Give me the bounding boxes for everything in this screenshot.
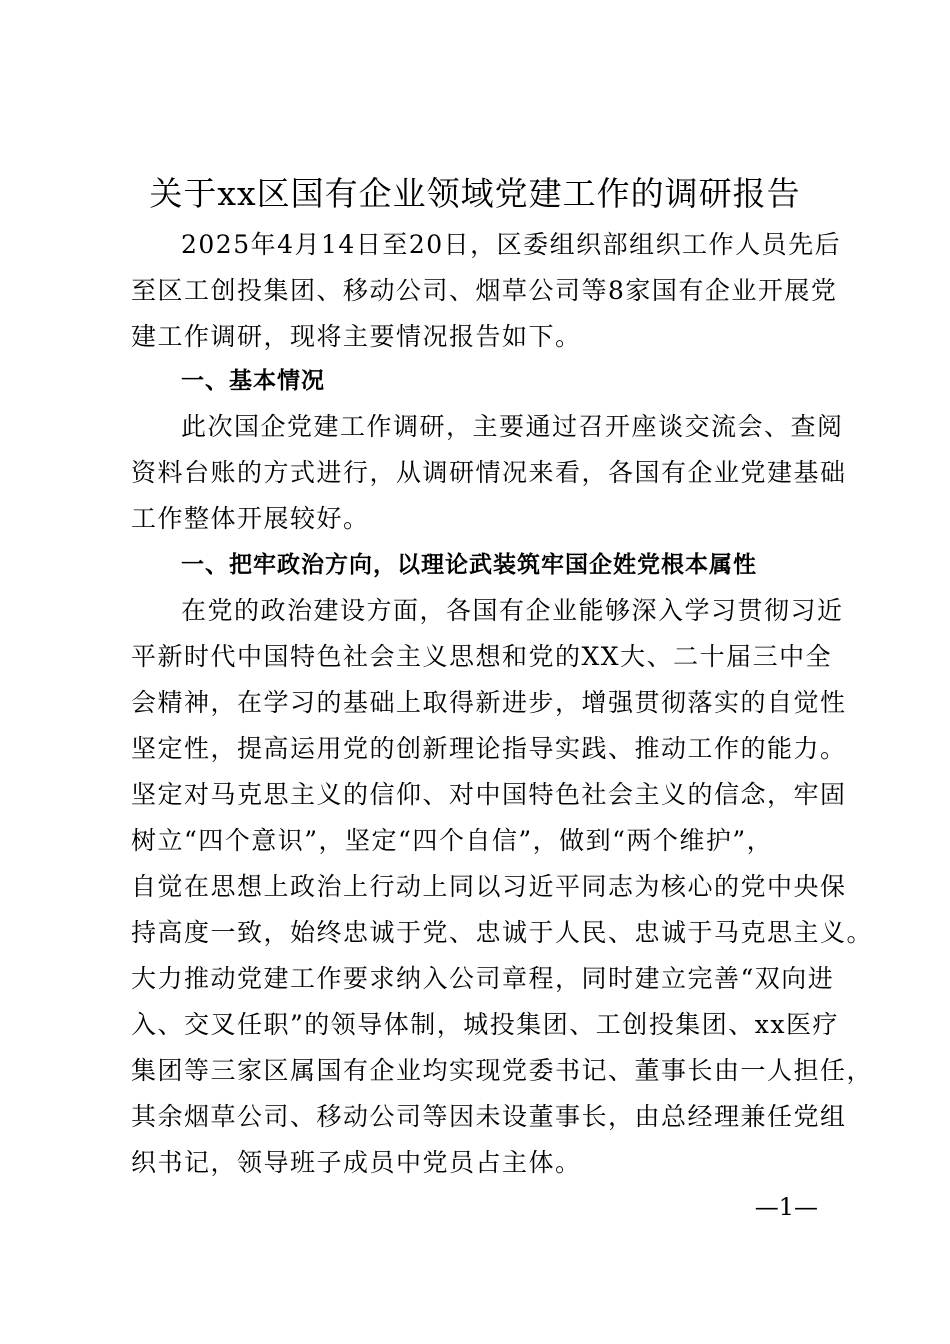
paragraph-line: 坚定对马克思主义的信仰、对中国特色社会主义的信念，牢固 xyxy=(131,780,847,809)
paragraph-line: 资料台账的方式进行，从调研情况来看，各国有企业党建基础 xyxy=(131,458,847,487)
paragraph-line: 织书记，领导班子成员中党员占主体。 xyxy=(131,1148,582,1177)
paragraph-line: 在党的政治建设方面，各国有企业能够深入学习贯彻习近 xyxy=(181,596,844,625)
subsection-heading-political-direction: 一、把牢政治方向，以理论武装筑牢国企姓党根本属性 xyxy=(181,552,757,578)
intro-line: 2025年4月14日至20日，区委组织部组织工作人员先后 xyxy=(181,230,842,259)
paragraph-line: 此次国企党建工作调研，主要通过召开座谈交流会、查阅 xyxy=(181,412,844,441)
document-title: 关于xx区国有企业领域党建工作的调研报告 xyxy=(149,174,801,213)
paragraph-line: 平新时代中国特色社会主义思想和党的XX大、二十届三中全 xyxy=(131,642,833,671)
paragraph-line: 坚定性，提高运用党的创新理论指导实践、推动工作的能力。 xyxy=(131,734,847,763)
intro-line: 至区工创投集团、移动公司、烟草公司等8家国有企业开展党 xyxy=(131,276,838,305)
paragraph-line: 集团等三家区属国有企业均实现党委书记、董事长由一人担任， xyxy=(131,1056,874,1085)
intro-line: 建工作调研，现将主要情况报告如下。 xyxy=(131,322,582,351)
paragraph-line: 入、交叉任职”的领导体制，城投集团、工创投集团、xx医疗 xyxy=(131,1010,839,1039)
paragraph-line: 树立“四个意识”，坚定“四个自信”，做到“两个维护”， xyxy=(131,826,774,855)
page-number: —1— xyxy=(754,1193,818,1221)
paragraph-line: 自觉在思想上政治上行动上同以习近平同志为核心的党中央保 xyxy=(131,872,847,901)
paragraph-line: 持高度一致，始终忠诚于党、忠诚于人民、忠诚于马克思主义。 xyxy=(131,918,874,947)
paragraph-line: 大力推动党建工作要求纳入公司章程，同时建立完善“双向进 xyxy=(131,964,835,993)
paragraph-line: 其余烟草公司、移动公司等因未设董事长，由总经理兼任党组 xyxy=(131,1102,847,1131)
paragraph-line: 会精神，在学习的基础上取得新进步，增强贯彻落实的自觉性 xyxy=(131,688,847,717)
paragraph-line: 工作整体开展较好。 xyxy=(131,504,370,533)
section-heading-basic-situation: 一、基本情况 xyxy=(181,368,325,394)
